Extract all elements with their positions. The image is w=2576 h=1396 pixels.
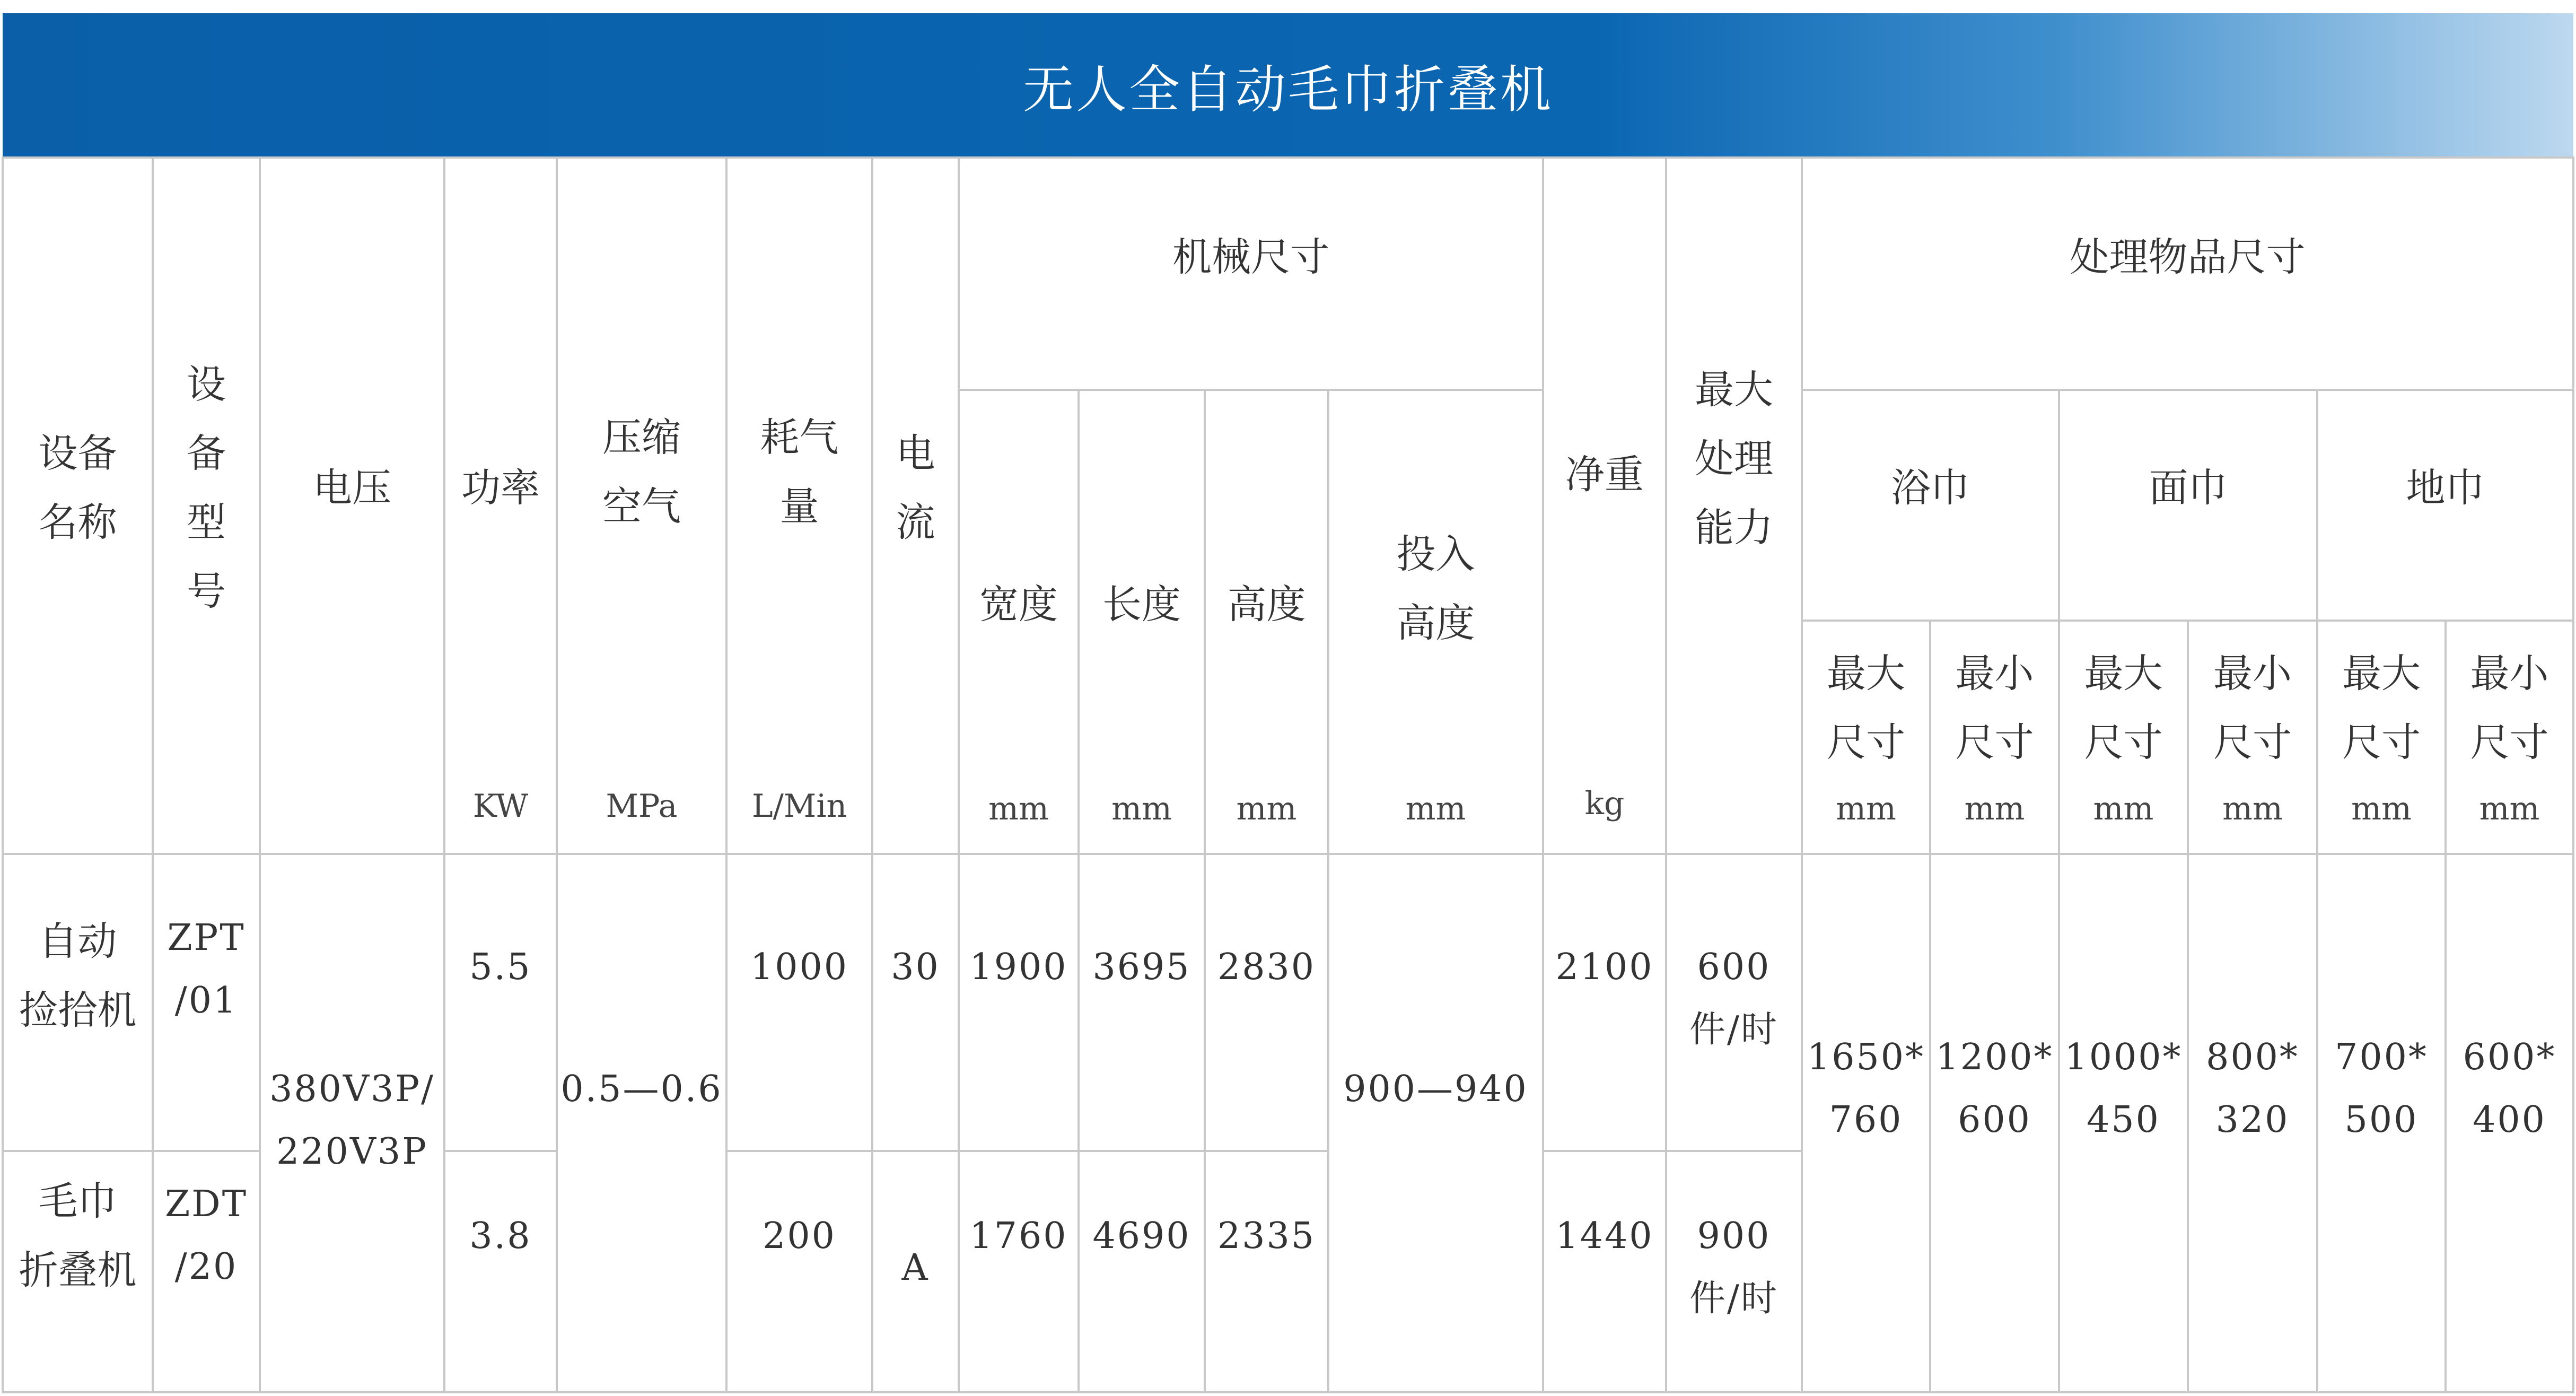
cell-text: 3.8	[469, 1215, 532, 1257]
header-text: 电	[896, 431, 935, 476]
unit-width: mm	[988, 790, 1049, 827]
header-text: 最大	[2084, 651, 2163, 696]
table-row-1-power	[444, 936, 557, 999]
header-text: 尺寸	[2342, 720, 2421, 765]
cell-text: 500	[2344, 1099, 2419, 1141]
header-text: 型	[187, 500, 226, 545]
table-row-1-length	[1079, 936, 1205, 999]
cell-text: 1900	[969, 946, 1068, 988]
cell-text: 200	[763, 1215, 836, 1257]
cell-text: 220V3P	[276, 1131, 428, 1173]
cell-text: 2335	[1217, 1215, 1316, 1257]
header-air-consumption	[726, 403, 872, 541]
table-row-2-height	[1205, 1205, 1328, 1268]
header-text: 尺寸	[1827, 720, 1905, 765]
header-text: 设备	[38, 431, 117, 476]
unit-weight: kg	[1584, 785, 1625, 822]
shared-floor-min	[2446, 1026, 2573, 1151]
table-row-2-current	[872, 1237, 959, 1299]
table-row-2-model	[153, 1173, 260, 1298]
header-bath-max	[1802, 639, 1930, 777]
page-title: 无人全自动毛巾折叠机	[1023, 59, 1553, 119]
cell-text: 捡拾机	[19, 988, 137, 1033]
header-text: 最大	[2342, 651, 2421, 696]
cell-text: ZDT	[164, 1183, 248, 1225]
header-text: 宽度	[979, 582, 1058, 627]
header-text: 电压	[313, 465, 391, 511]
table-row-2-consumption	[726, 1205, 872, 1268]
table-row-1-consumption	[726, 936, 872, 999]
unit-consumption: L/Min	[751, 788, 847, 825]
cell-text: 自动	[38, 919, 117, 964]
unit-face-min: mm	[2222, 790, 2283, 827]
header-text: 最大	[1695, 367, 1773, 413]
cell-text: /20	[174, 1246, 238, 1288]
cell-text: 380V3P/	[269, 1068, 435, 1110]
header-machine-size	[959, 223, 1543, 292]
header-text: 最大	[1827, 651, 1905, 696]
header-text: 最小	[2213, 651, 2292, 696]
unit-floor-min: mm	[2479, 790, 2540, 827]
cell-text: /01	[174, 980, 238, 1022]
shared-air-pressure	[557, 1058, 726, 1121]
header-voltage	[260, 456, 444, 520]
cell-text: 700*	[2335, 1036, 2428, 1078]
header-net-weight	[1543, 440, 1666, 509]
header-text: 长度	[1102, 582, 1181, 627]
header-text: 耗气	[760, 415, 839, 460]
header-device-name	[3, 403, 153, 573]
shared-face-max	[2059, 1026, 2188, 1151]
header-text: 投入	[1396, 531, 1475, 577]
table-row-1-model	[153, 907, 260, 1032]
cell-text: 折叠机	[19, 1247, 137, 1293]
table-row-1-current	[872, 936, 959, 999]
cell-text: 320	[2215, 1099, 2290, 1141]
table-row-1-capacity	[1666, 936, 1802, 1061]
cell-text: 件/时	[1689, 1009, 1778, 1051]
cell-text: 400	[2473, 1099, 2546, 1141]
header-text: 浴巾	[1891, 465, 1970, 511]
cell-text: 2100	[1555, 946, 1654, 988]
unit-air: MPa	[606, 788, 678, 825]
unit-bath-max: mm	[1836, 790, 1896, 827]
header-text: 最小	[2470, 651, 2549, 696]
header-max-capacity	[1666, 355, 1802, 562]
header-text: 备	[187, 431, 226, 476]
header-floor-towel	[2317, 456, 2573, 520]
header-text: 流	[896, 500, 935, 545]
unit-height: mm	[1236, 790, 1297, 827]
cell-text: A	[901, 1247, 930, 1289]
header-current	[872, 419, 959, 557]
cell-text: 1440	[1555, 1215, 1654, 1257]
shared-bath-max	[1802, 1026, 1930, 1151]
cell-text: 900—940	[1343, 1068, 1528, 1110]
cell-text: 3695	[1092, 946, 1191, 988]
header-bath-min	[1930, 639, 2059, 777]
header-face-min	[2188, 639, 2317, 777]
header-text: 设	[187, 362, 226, 407]
header-width	[959, 570, 1079, 639]
header-bath-towel	[1802, 456, 2059, 520]
header-length	[1079, 570, 1205, 639]
table-row-1-width	[959, 936, 1079, 999]
header-text: 处理	[1695, 436, 1773, 482]
table-row-1-height	[1205, 936, 1328, 999]
header-text: 尺寸	[1955, 720, 2034, 765]
table-row-2-power	[444, 1205, 557, 1268]
header-text: 机械尺寸	[1172, 234, 1329, 280]
header-text: 尺寸	[2213, 720, 2292, 765]
header-text: 处理物品尺寸	[2070, 234, 2306, 280]
cell-text: ZPT	[167, 917, 246, 959]
cell-text: 760	[1829, 1099, 1903, 1141]
cell-text: 600*	[2463, 1036, 2556, 1078]
shared-floor-max	[2317, 1026, 2446, 1151]
cell-text: 30	[891, 946, 940, 988]
header-text: 号	[187, 569, 226, 614]
shared-face-min	[2188, 1026, 2317, 1151]
header-compressed-air	[557, 403, 726, 541]
table-row-1-name	[3, 907, 153, 1045]
header-height	[1205, 570, 1328, 639]
unit-floor-max: mm	[2351, 790, 2412, 827]
cell-text: 450	[2087, 1099, 2160, 1141]
cell-text: 4690	[1092, 1215, 1191, 1257]
header-device-model	[153, 350, 260, 626]
unit-input-height: mm	[1405, 790, 1466, 827]
cell-text: 0.5—0.6	[560, 1068, 723, 1110]
header-text: 功率	[461, 465, 540, 511]
header-text: 尺寸	[2084, 720, 2163, 765]
shared-voltage	[260, 1058, 444, 1183]
header-text: 高度	[1227, 582, 1306, 627]
header-input-height	[1328, 520, 1543, 658]
unit-bath-min: mm	[1964, 790, 2025, 827]
cell-text: 5.5	[469, 946, 532, 988]
unit-face-max: mm	[2093, 790, 2154, 827]
header-text: 地巾	[2406, 465, 2485, 511]
unit-power: KW	[472, 788, 529, 825]
cell-text: 毛巾	[38, 1179, 117, 1224]
cell-text: 1200*	[1935, 1036, 2054, 1078]
header-text: 高度	[1396, 600, 1475, 646]
cell-text: 1760	[969, 1215, 1068, 1257]
table-row-1-weight	[1543, 936, 1666, 999]
header-text: 面巾	[2149, 465, 2228, 511]
header-text: 量	[779, 484, 819, 529]
table-row-2-length	[1079, 1205, 1205, 1268]
shared-input-height	[1328, 1058, 1543, 1121]
cell-text: 1650*	[1807, 1036, 1925, 1078]
header-floor-max	[2317, 639, 2446, 777]
table-row-2-capacity	[1666, 1205, 1802, 1330]
header-face-towel	[2059, 456, 2317, 520]
header-floor-min	[2446, 639, 2573, 777]
cell-text: 600	[1697, 946, 1771, 988]
table-row-2-width	[959, 1205, 1079, 1268]
header-text: 名称	[38, 500, 117, 545]
cell-text: 2830	[1217, 946, 1316, 988]
shared-bath-min	[1930, 1026, 2059, 1151]
unit-length: mm	[1111, 790, 1172, 827]
header-text: 空气	[602, 484, 681, 529]
cell-text: 1000*	[2064, 1036, 2183, 1078]
table-row-2-name	[3, 1167, 153, 1305]
header-item-size	[1802, 223, 2573, 292]
table-row-2-weight	[1543, 1205, 1666, 1268]
cell-text: 600	[1958, 1099, 2031, 1141]
header-text: 能力	[1695, 505, 1773, 551]
header-text: 尺寸	[2470, 720, 2549, 765]
cell-text: 件/时	[1689, 1278, 1778, 1320]
cell-text: 1000	[750, 946, 849, 988]
header-power	[444, 456, 557, 520]
header-text: 压缩	[602, 415, 681, 460]
header-text: 最小	[1955, 651, 2034, 696]
header-text: 净重	[1565, 452, 1644, 498]
cell-text: 900	[1697, 1215, 1771, 1257]
cell-text: 800*	[2206, 1036, 2299, 1078]
header-face-max	[2059, 639, 2188, 777]
